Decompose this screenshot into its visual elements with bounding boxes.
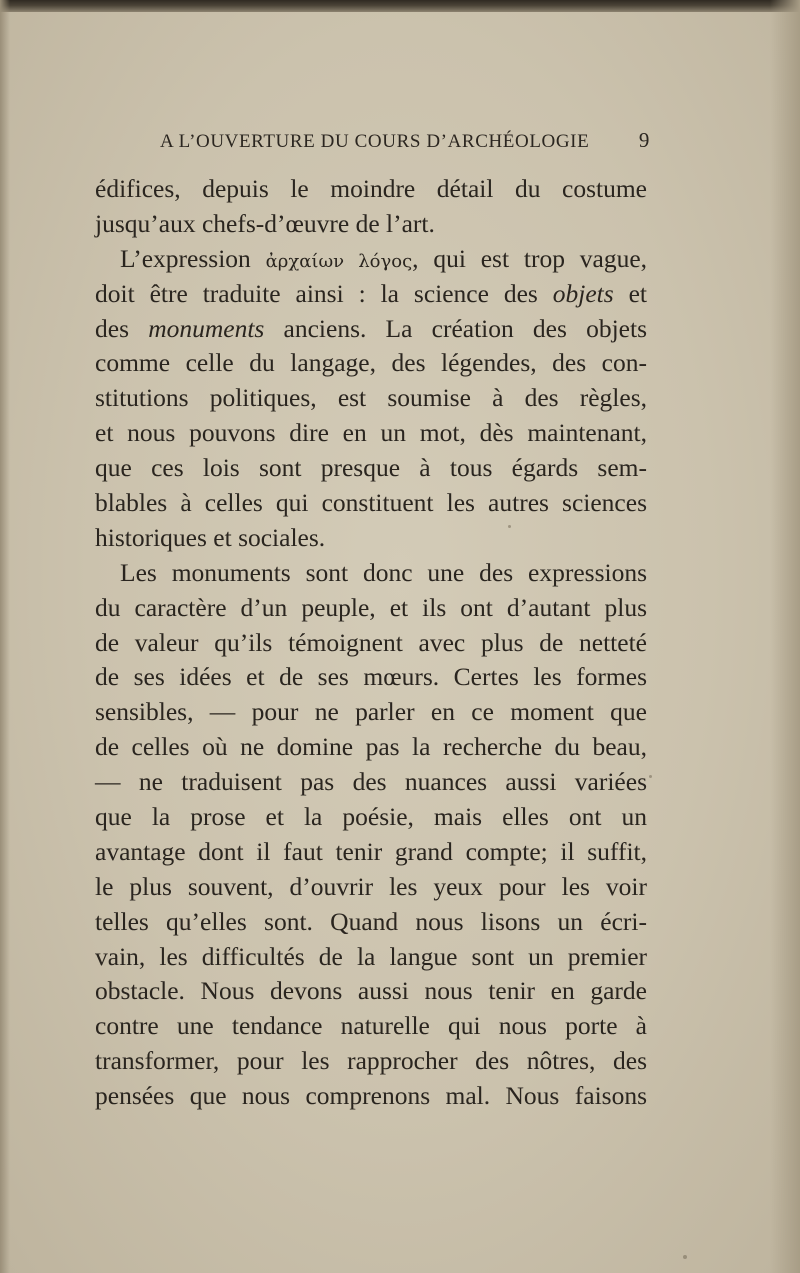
text-line: telles qu’elles sont. Quand nous lisons un écri- [95, 906, 647, 936]
text-line: pensées que nous comprenons mal. Nous faisons [95, 1081, 647, 1111]
text-line: stitutions politiques, est soumise à des règles, [95, 383, 647, 413]
text-line [95, 312, 647, 347]
text-line: édifices, depuis le moindre détail du costume [95, 174, 647, 203]
text-line: contre une tendance naturelle qui nous porte à [95, 1011, 647, 1041]
paper-speck [683, 1255, 687, 1259]
text-fragment: doit être traduite ainsi : la science des [95, 278, 538, 308]
text-line: vain, les difficultés de la langue sont un premier [95, 941, 647, 971]
page-top-edge [0, 0, 800, 12]
text-line: jusqu’aux chefs-d’œuvre de l’art. [95, 208, 435, 238]
page-left-edge [0, 0, 10, 1273]
paper-speck [508, 525, 511, 528]
page-number: 9 [638, 128, 650, 152]
text-line: obstacle. Nous devons aussi nous tenir en garde [95, 976, 647, 1006]
text-fragment: anciens. La création des objets [283, 313, 648, 343]
text-fragment: des [95, 313, 129, 343]
text-line: Les monuments sont donc une des expressions [120, 557, 647, 587]
running-head [160, 128, 650, 157]
page-right-edge [770, 0, 800, 1273]
text-line: sensibles, — pour ne parler en ce moment que [95, 697, 647, 727]
text-line: le plus souvent, d’ouvrir les yeux pour les voir [95, 871, 647, 901]
text-line: de ses idées et de ses mœurs. Certes les formes [95, 662, 647, 692]
text-line: de valeur qu’ils témoignent avec plus de netteté [95, 627, 647, 657]
text-line: du caractère d’un peuple, et ils ont d’autant plus [95, 592, 647, 622]
text-line: que ces lois sont presque à tous égards sem- [95, 453, 647, 483]
italic-term: objets [552, 278, 614, 308]
running-title: A L’OUVERTURE DU COURS D’ARCHÉOLOGIE [160, 131, 590, 152]
text-line: transformer, pour les rapprocher des nôtres, des [95, 1046, 647, 1076]
text-line: avantage dont il faut tenir grand compte; il suffit, [95, 836, 647, 866]
text-line: blables à celles qui constituent les autres sciences [95, 488, 647, 518]
text-line: — ne traduisent pas des nuances aussi variées [95, 767, 647, 797]
text-fragment: et [628, 278, 648, 308]
text-fragment: , qui est trop vague, [412, 243, 648, 273]
paper-speck [649, 775, 652, 778]
greek-phrase: ἀρχαίων λόγος [265, 250, 413, 272]
italic-term: monuments [148, 313, 265, 343]
text-line: et nous pouvons dire en un mot, dès maintenant, [95, 418, 647, 448]
text-fragment: L’expression [120, 243, 251, 273]
text-line [95, 242, 647, 277]
text-line: historiques et sociales. [95, 522, 326, 552]
text-line: comme celle du langage, des légendes, des con- [95, 348, 647, 378]
body-text [95, 172, 647, 1114]
text-line: de celles où ne domine pas la recherche du beau, [95, 732, 647, 762]
text-line [95, 277, 647, 312]
text-line: que la prose et la poésie, mais elles ont un [95, 802, 647, 832]
